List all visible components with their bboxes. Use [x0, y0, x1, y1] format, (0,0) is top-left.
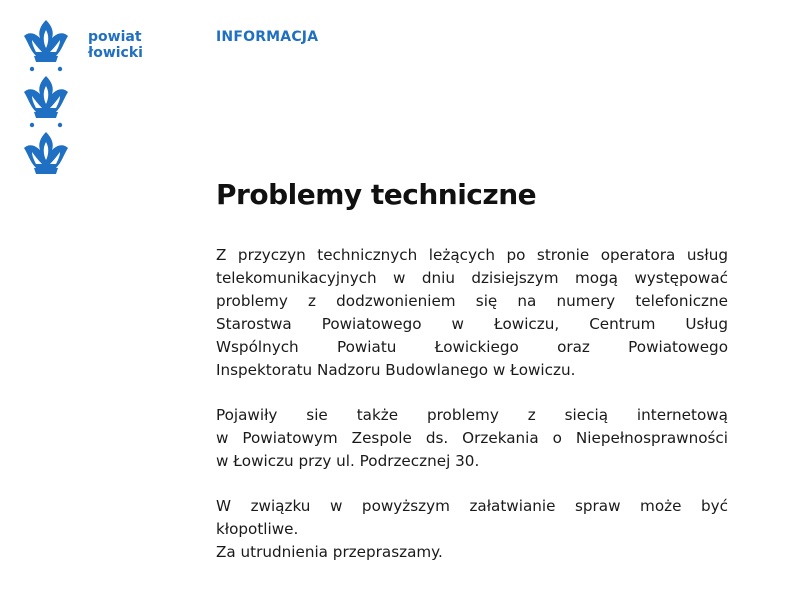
brand-line-1: powiat	[88, 29, 142, 45]
paragraph-2	[216, 404, 728, 473]
text-line: Starostwa Powiatowego w Łowiczu, Centrum Usług	[216, 315, 728, 333]
section-label: INFORMACJA	[216, 29, 319, 45]
paragraph-1	[216, 244, 728, 382]
brand-line-2: łowicki	[88, 45, 143, 61]
page-title: Problemy techniczne	[216, 178, 537, 211]
text-line: Pojawiły sie także problemy z siecią internetową	[216, 406, 728, 424]
text-line: W związku w powyższym załatwianie spraw może być	[216, 497, 728, 515]
text-line: Wspólnych Powiatu Łowickiego oraz Powiatowego	[216, 338, 728, 356]
text-line: problemy z dodzwonieniem się na numery telefoniczne	[216, 292, 728, 310]
text-line: Inspektoratu Nadzoru Budowlanego w Łowiczu.	[216, 361, 576, 379]
text-line: w Powiatowym Zespole ds. Orzekania o Niepełnosprawności	[216, 429, 728, 447]
text-line: Za utrudnienia przepraszamy.	[216, 543, 443, 561]
text-line: kłopotliwe.	[216, 520, 299, 538]
folk-flower-icon	[20, 20, 72, 180]
brand-name	[88, 29, 143, 61]
text-line: Z przyczyn technicznych leżących po stronie operatora usług	[216, 246, 728, 264]
text-line: telekomunikacyjnych w dniu dzisiejszym mogą występować	[216, 269, 728, 287]
text-line: w Łowiczu przy ul. Podrzecznej 30.	[216, 452, 480, 470]
paragraph-3	[216, 495, 728, 564]
article-body	[216, 244, 728, 564]
